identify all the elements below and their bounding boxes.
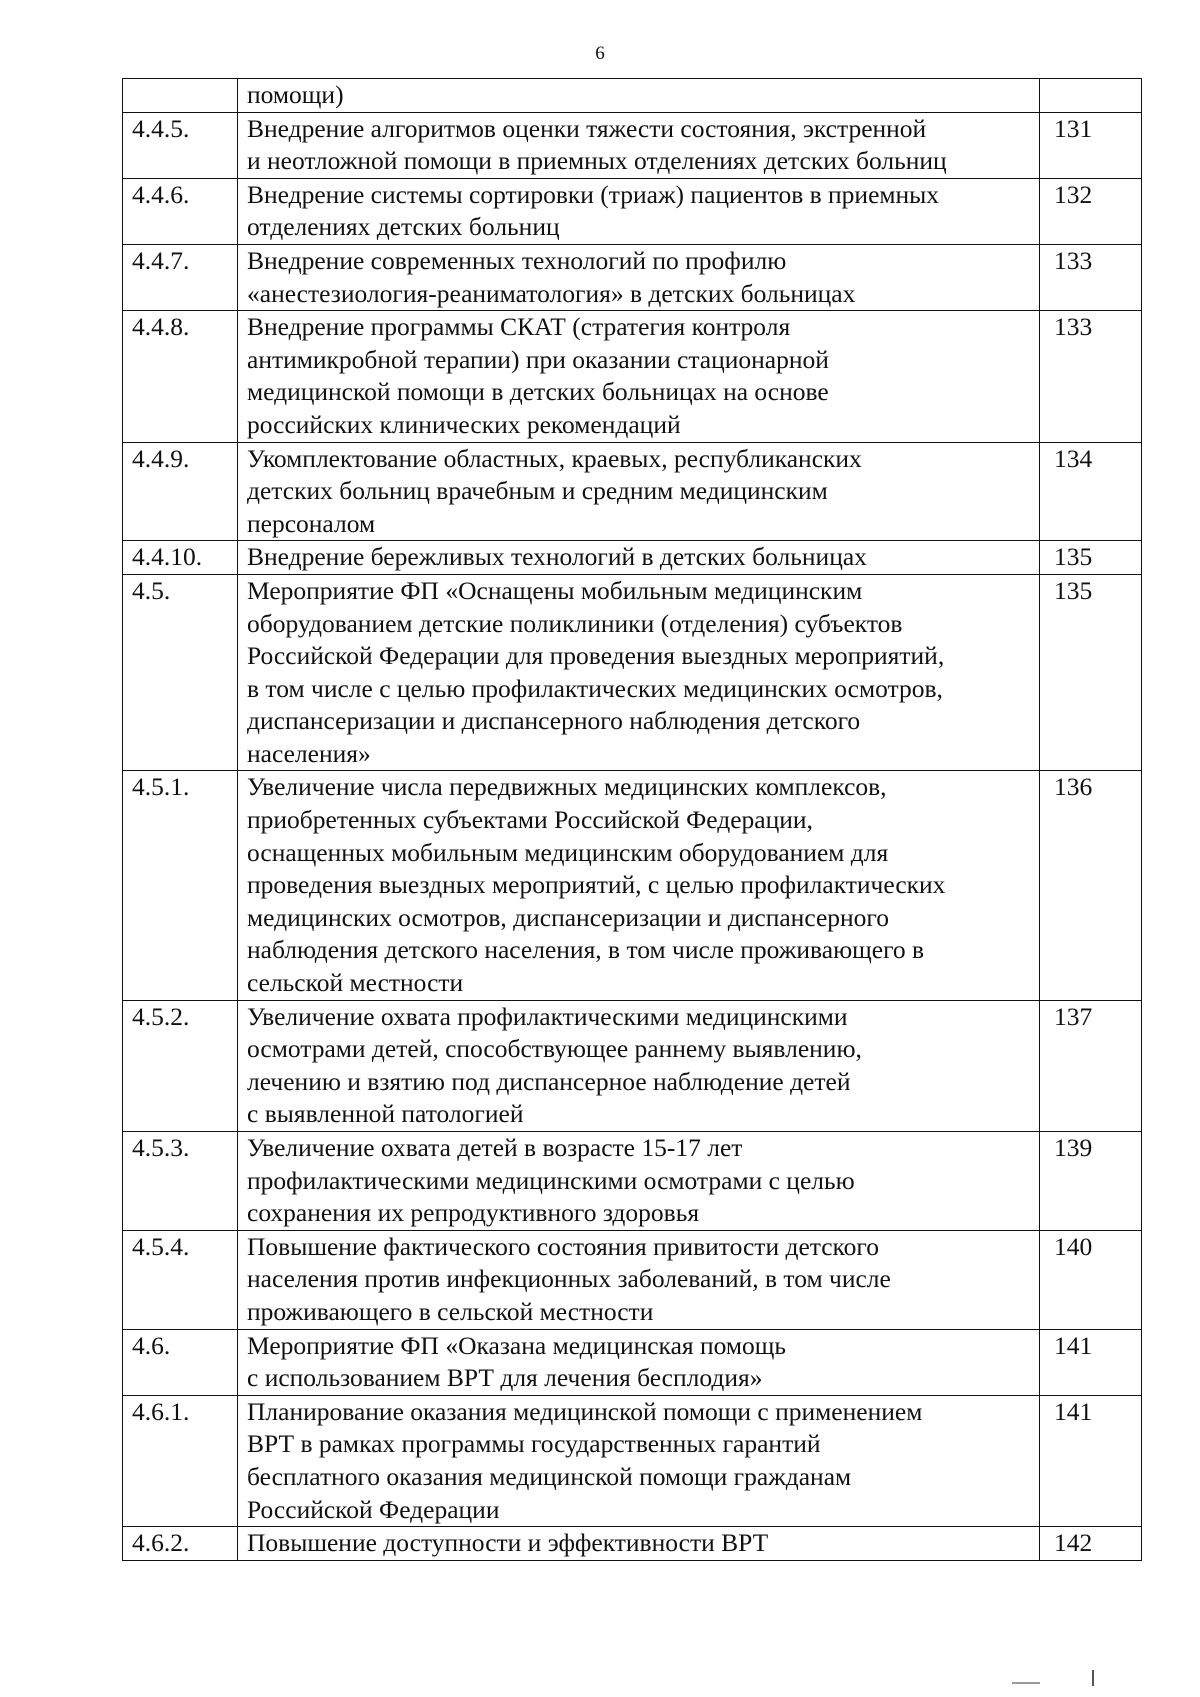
page-number: 6 [595,43,605,64]
contents-row [123,311,1142,442]
section-title [238,178,1040,244]
section-number: 4.4.9. [123,442,238,541]
section-title-line: сохранения их репродуктивного здоровья [247,1198,700,1228]
contents-row [123,1527,1142,1561]
contents-row [123,178,1142,244]
section-title [238,112,1040,178]
section-number: 4.5. [123,574,238,771]
section-title-line: Увеличение числа передвижных медицинских комплексов, [247,772,887,802]
scan-artifact-mark [1012,1682,1040,1684]
section-title-line: лечению и взятию под диспансерное наблюдение детей [247,1066,851,1096]
section-title-line: населения против инфекционных заболеваний, в том числе [247,1264,891,1294]
section-title-line: Мероприятие ФП «Оснащены мобильным медицинским [247,575,863,605]
section-title-line: оснащенных мобильным медицинским оборудованием для [247,837,889,867]
section-page-number: 132 [1040,178,1142,244]
section-page-number: 135 [1040,541,1142,575]
section-title-line: Внедрение системы сортировки (триаж) пациентов в приемных [247,179,940,209]
section-title-line: Российской Федерации для проведения выездных мероприятий, [247,641,945,671]
section-title-line: бесплатного оказания медицинской помощи гражданам [247,1461,852,1491]
section-title-line: детских больниц врачебным и средним медицинским [247,476,828,506]
section-title-line: Увеличение охвата детей в возрасте 15-17 лет [247,1133,743,1162]
section-title-line: Внедрение бережливых технологий в детских больницах [247,542,867,572]
section-number: 4.5.4. [123,1230,238,1329]
section-number [123,79,238,113]
section-title [238,442,1040,541]
section-title [238,1329,1040,1395]
section-number: 4.4.5. [123,112,238,178]
section-title-line: осмотрами детей, способствующее раннему выявлению, [247,1034,862,1064]
section-title-line: профилактическими медицинскими осмотрами с целью [247,1165,855,1195]
section-title [238,244,1040,310]
section-title-line: «анестезиология-реаниматология» в детских больницах [247,278,856,308]
section-page-number: 133 [1040,244,1142,310]
section-title-line: российских клинических рекомендаций [247,409,681,439]
section-title-line: Внедрение программы СКАТ (стратегия контроля [247,312,791,342]
contents-table [122,78,1142,1561]
contents-row [123,112,1142,178]
section-number: 4.5.3. [123,1132,238,1231]
section-title-line: приобретенных субъектами Российской Федерации, [247,805,813,835]
section-number: 4.6.2. [123,1527,238,1561]
section-page-number: 135 [1040,574,1142,771]
section-title-line: персоналом [247,508,376,538]
section-number: 4.4.6. [123,178,238,244]
contents-row [123,541,1142,575]
contents-row [123,1000,1142,1131]
section-title [238,79,1040,113]
section-page-number: 136 [1040,771,1142,1000]
section-page-number: 131 [1040,112,1142,178]
section-number: 4.5.2. [123,1000,238,1131]
section-page-number: 140 [1040,1230,1142,1329]
section-title-line: с выявленной патологией [247,1099,524,1129]
section-title-line: Российской Федерации [247,1494,500,1524]
section-title-line: медицинской помощи в детских больницах на основе [247,377,829,407]
section-title-line: в том числе с целью профилактических медицинских осмотров, [247,673,943,703]
section-title-line: медицинских осмотров, диспансеризации и диспансерного [247,902,889,932]
section-title-line: Планирование оказания медицинской помощи с применением [247,1396,923,1426]
section-title-line: Укомплектование областных, краевых, республиканских [247,443,862,473]
section-title-line: отделениях детских больниц [247,212,560,242]
section-title [238,1527,1040,1561]
section-title [238,771,1040,1000]
section-title-line: Внедрение алгоритмов оценки тяжести состояния, экстренной [247,113,927,143]
contents-row [123,442,1142,541]
section-title-line: Внедрение современных технологий по профилю [247,245,787,275]
section-title-line: Увеличение охвата профилактическими медицинскими [247,1001,848,1031]
section-page-number [1040,79,1142,113]
contents-row [123,574,1142,771]
section-number: 4.6. [123,1329,238,1395]
section-number: 4.6.1. [123,1395,238,1526]
section-title-line: проведения выездных мероприятий, с целью профилактических [247,870,946,900]
section-title-line: оборудованием детские поликлиники (отделения) субъектов [247,608,903,638]
section-number: 4.5.1. [123,771,238,1000]
section-page-number: 141 [1040,1329,1142,1395]
section-page-number: 133 [1040,311,1142,442]
contents-row [123,244,1142,310]
section-title-line: и неотложной помощи в приемных отделениях детских больниц [247,146,947,176]
section-page-number: 137 [1040,1000,1142,1131]
section-title-line: Повышение фактического состояния привитости детского [247,1231,879,1261]
section-number: 4.4.10. [123,541,238,575]
section-title-line: антимикробной терапии) при оказании стационарной [247,344,829,374]
section-number: 4.4.7. [123,244,238,310]
section-title-line: проживающего в сельской местности [247,1296,654,1326]
section-title [238,574,1040,771]
section-title [238,1230,1040,1329]
contents-row [123,79,1142,113]
section-title-line: населения» [247,738,371,768]
section-title [238,1395,1040,1526]
contents-row [123,1230,1142,1329]
section-title-line: ВРТ в рамках программы государственных гарантий [247,1429,821,1459]
contents-row [123,1395,1142,1526]
section-title [238,541,1040,575]
contents-table-body [123,79,1142,1561]
section-title-line: с использованием ВРТ для лечения бесплодия» [247,1363,763,1393]
contents-row [123,1132,1142,1231]
section-title [238,311,1040,442]
section-title-line: помощи) [247,80,344,109]
section-page-number: 139 [1040,1132,1142,1231]
contents-row [123,771,1142,1000]
section-title-line: Мероприятие ФП «Оказана медицинская помощь [247,1330,787,1360]
scan-artifact-tick [1092,1670,1094,1686]
section-page-number: 141 [1040,1395,1142,1526]
contents-row [123,1329,1142,1395]
section-title-line: диспансеризации и диспансерного наблюдения детского [247,706,861,736]
section-page-number: 142 [1040,1527,1142,1561]
section-title [238,1132,1040,1231]
section-title [238,1000,1040,1131]
section-title-line: Повышение доступности и эффективности ВРТ [247,1528,769,1558]
section-number: 4.4.8. [123,311,238,442]
section-page-number: 134 [1040,442,1142,541]
section-title-line: сельской местности [247,968,464,998]
section-title-line: наблюдения детского населения, в том числе проживающего в [247,935,925,965]
